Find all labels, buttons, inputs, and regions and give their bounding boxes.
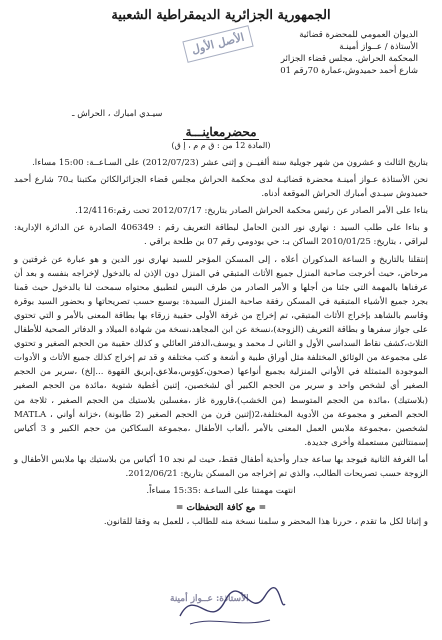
place-line: سيـدي امبارك ، الحراش ـ <box>72 109 163 119</box>
document-title <box>10 125 432 139</box>
document-body <box>10 156 432 529</box>
paragraph-request: و بناءا على طلب السيد : نهاري نور الدين الحامل لبطاقة التعريف رقم : 406349 الصادرة عن الدائرة الإدارية: لبراقي ، بتاريخ: 2010/01/25 الساكن بـ: حي بودومي رقم 07 بن طلحة براقي . <box>14 223 428 248</box>
office-line: المحكمة الحراش. مجلس قضاء الجزائر <box>280 54 418 64</box>
header-block <box>10 29 432 121</box>
document-subtitle: (المادة 12 من : ق م م ، إ ق) <box>171 141 271 150</box>
office-line: الأستاذة / عــواز أمينـة <box>339 42 418 52</box>
paragraph-bailiff: نحن الأستاذة عـواز أمينـة محضرة قضائيـة لدى محكمة الحراش مجلس قضاء الجزائرالكائن مكتبنا بـ70 شارع أحمد حميدوش سيـدي أمبارك الحراش الموقعة أدناه. <box>14 175 428 200</box>
handwritten-signature <box>170 576 290 636</box>
with-regards: = مع كافة التحفظات = <box>175 503 267 514</box>
paragraph-second-room: أما الغرفة الثانية فيوجد بها ساعة جدار وأحذية أطفال فقط، حيث لم نجد 10 أكياس من بلاستيك بها ملابس الأطفال و الزوجة حسب تصريحات الطالب، والذي تم إخراجه من المسكن بتاريخ: 2012/06/21. <box>14 454 428 479</box>
paragraph-date: بتاريخ الثالث و عشرون من شهر جويلية سنة ألفيــن و إثنى عشر (2012/07/23) على السـاعــة: 15:00 مساءا. <box>32 158 428 168</box>
republic-heading: الجمهورية الجزائرية الديمقراطية الشعبية <box>111 8 331 23</box>
office-line: الديوان العمومي للمحضرة قضائية <box>299 30 418 40</box>
signature-stamp-text: الأستاذة: عــواز أمينة <box>170 594 249 604</box>
paragraph-final: و إثباتا لكل ما تقدم ، حررنا هذا المحضر و سلمنا نسخة منه للطالب ، للعمل به وفقا للقانون. <box>103 517 428 528</box>
document-title-text: محضرمعاينـــة <box>185 125 257 139</box>
paragraph-end-time: انتهت مهمتنا على الساعـة :15:35 مساءاً. <box>146 486 296 497</box>
office-info <box>280 29 418 77</box>
original-copy-stamp: الأصل الأول <box>182 25 253 63</box>
paragraph-inventory: إنتقلنا بالتاريخ و الساعة المذكوران أعلاه ، إلى المسكن المؤجر للسيد نهاري نور الدين و هو عبارة عن غرفتين و مرحاض، حيث أخرجت صاحبة المنزل جميع الأثاث المتبقي في المنزل دون الإذن له بالدخول لإخراجه بنفسه و بعد أن عرفناها بالمهمة التي جئنا من أجلها و الأمر الصادر من طرف النيس لتطبيق محتواه سمحت لنا بالدخول حيث قمنا بجرد جميع الأشياء المتبقية في المسكن رفقة صاحبة المنزل السيدة: بوسبع حسب تصريحاتها و بحضور السيد بوقرة وقاسم بالشاهد بإخراج الأثاث المتبقي، تم إخراج من غرفة الأولى حقيبة زرقاء بها بطاقة المعنى بالأمر و التي تحتوي على جواز سفرها و بطاقة التعريف (الزوجة)،نسخة عن ابن المجاهد،نسخة من شهادة الميلاد و الدفاتر الصحية للأطفال الثلاث،كشف نقاط السداسي الأول و الثاني لـ محمد و يوسف،الدفتر العائلي و كذلك حقيبة من الحجم الصغير و تحتوي على مجموعة من الوثائق المختلفة مثل أوراق طبية و أشعة و كتب مختلفة و قد تم إخراج كذلك جميع الأثاث و الأدوات الموجودة المتمثلة في الأواني المنزلية بجميع أنواعها (صحون،كؤوس،ملاعق،إبريق القهوة ...إلخ) ،سرير من الحجم الصغير أي لشخص واحد و سرير من الحجم الكبير أي لشخصين، إثنين أغطية شتوية ،مائدة من الحجم الصغير (بلاستيك) ،مائدة من الحجم المتوسط (من الخشب)،قارورة غاز ،مغسلين بلاستيك من الحجم الصغير ، ثلاجة من الحجم الصغير و مجموعة من الأدوية المختلفة،2(إثنين فرن من الحجم الصغير (2 طابونة) ،خزانة أواني ، MATLA لشخصين ،مجموعة ملابس العمل المعنى بالأمر ،ألعاب الأطفال ،مجموعة السكاكين من حجم الكبير و 3 أكياس إسمنتالتين مستعملة وأخرى جديدة. <box>14 254 429 448</box>
office-line: شارع أحمد حميدوش،عمارة 70رقم 01 <box>280 66 418 76</box>
paragraph-order: بناءا على الأمر الصادر عن رئيس محكمة الحراش الصادر بتاريخ: 2012/07/17 تحت رقم:12/4116. <box>75 206 428 217</box>
